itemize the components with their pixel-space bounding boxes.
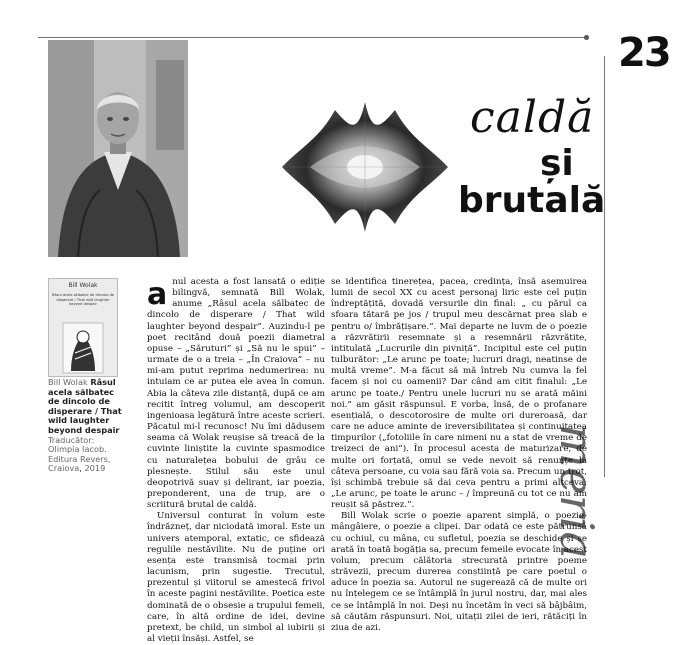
author-photo	[48, 40, 188, 257]
side-word: meria	[550, 424, 604, 559]
article-text: nul acesta a fost lansată o ediție bilingvă, semnată Bill Wolak, anume „Râsul acela sălbatec de dincolo de disperare / That wild laughter beyond despair”. Auzindu-l pe poet recitând două poezii diametral opuse – „Săruturi” și „Să nu le spui” – urmate de o a treia – „În Craiova” – nu mi-am putut reprima nedumerirea: nu intuiam ce ar putea ele avea în comun. Abia la câteva zile distanță, după ce am recitit întreg volumul, am descoperit ingenioasa legătură între aceste scrieri. Păcatul mi-l recunosc! Nu îmi dădusem seama că Wolak reușise să treacă de la cuvinte liniștite la cuvinte spasmodice cu naturalețea bobului de grâu ce plesnește. Stilul său este unul deopotrivă suav și delirant, iar poezia, preponderent, una de trup, are o scriitură brutal de caldă.	[147, 277, 325, 511]
book-caption: Bill Wolak Râsul acela sălbatec de dincolo de disperare / That wild laughter beyond despair Traducător: Olimpia Iacob. Editura Revers, Craiova, 2019	[48, 377, 122, 474]
author-photo-icon	[48, 40, 188, 257]
book-cover-author: Bill Wolak	[68, 282, 98, 289]
article-paragraph: se identifica tinerețea, pacea, credința, însă asemuirea lumii de secol XX cu acest personaj liric este cel puțin îndreptățită, dovadă versurile din final: „ cu părul ca sfoara tătară pe jos / trupul meu descărnat prea slab e pentru o/ îmbrățișare.”. Mai departe ne luvm de o poezie a răzvrătirii resemnate și a resemnării răzvrătite, intitulată „Lucrurile din pivniță”. Incipitul este cel puțin tulburător: „Le arunc pe toate; lucruri dragi, neatinse de multă vreme”. M-a făcut să mă întreb Nu cumva la fel facem și noi cu oamenii? Dar când am citit finalul: „Le arunc pe toate./ Pentru unele lucruri nu se arată măini noi.” am găsit răspunsul. E vorba, însă, de o profanare esențială, o descotorosire de multe ori dureroasă, dar care ne aduce aminte de ireversibilitatea și continuitatea timpurilor („fotoliile în care nimeni nu a stat de vreme de treizeci de ani”). În procesul acesta de maturizare, de multe ori forțată, omul se vede nevoit să renunțe la câteva persoane, cu voia sau fără voia sa. Precum un trot, își schimbă trebuie să dai ceva pentru a primi altceva: „Le arunc, pe toate le arunc – / împreună cu tot ce nu am reușit să păstrez.”.	[331, 277, 587, 511]
page-number: 23	[618, 30, 670, 76]
article-paragraph: Universul conturat în volum este îndrăzneț, dar niciodată imoral. Este un univers atemporal, extatic, ce sfidează regulile nestăvilite. Nu de puține ori esența este transmisă tocmai prin lacunism, prin sugestie. Trecutul, prezentul și viitorul se amestecă frivol în aceste pagini nestăvilite. Poetica este dominată de o obsesie a trupului femeii, care, în altă ordine de idei, devine pretext, be child, un simbol al iubirii și al vieții însăși. Astfel, se	[147, 511, 325, 644]
article-paragraph: Bill Wolak scrie o poezie aparent simplă, o poezie-mângâiere, o poezie a clipei. Dar odată ce este pătrunsă cu ochiul, cu mâna, cu sufletul, poezia se deschide și se arată în toată bogăția sa, precum femeile evocate în acest volum, precum călătoria strecurată printre poeme străvezii, precum durerea conștiință pe care poetul o aduce în poezia sa. Autorul ne sugerează că de multe ori nu înțelegem ce se întâmplă în jurul nostru, dar, mai ales ce se întâmplă în noi. Deși nu încetăm în veci să bâjbâim, să căutăm răspunsuri. Noi, uitații zilei de ieri, rătăciți în ziua de azi.	[331, 511, 587, 633]
article-title-line3: brutală	[458, 180, 606, 221]
article-column-1	[147, 277, 325, 644]
article-title-line2: și	[540, 143, 574, 184]
caption-author: Bill Wolak	[48, 377, 88, 387]
caption-publisher: Editura Revers, Craiova	[48, 453, 111, 474]
right-rule	[604, 56, 605, 477]
article-paragraph	[147, 277, 325, 511]
caption-translator: Traducător: Olimpia Iacob.	[48, 434, 107, 455]
drop-cap: a	[147, 277, 168, 312]
book-cover	[48, 278, 118, 377]
book-cover-title: Râsul acela sălbatec de dincolo de disperare / That wild laughter beyond despair	[51, 293, 115, 306]
caption-title: Râsul acela sălbatec de dincolo de disperare / That wild laughter beyond despair	[48, 377, 122, 435]
side-word-container	[550, 420, 700, 559]
book-cover-art-icon	[63, 323, 103, 373]
article-title-line1: caldă	[470, 92, 595, 143]
caption-year: 2019	[84, 463, 106, 474]
kaleidoscope-ornament-icon	[280, 98, 450, 236]
top-rule	[38, 37, 586, 38]
